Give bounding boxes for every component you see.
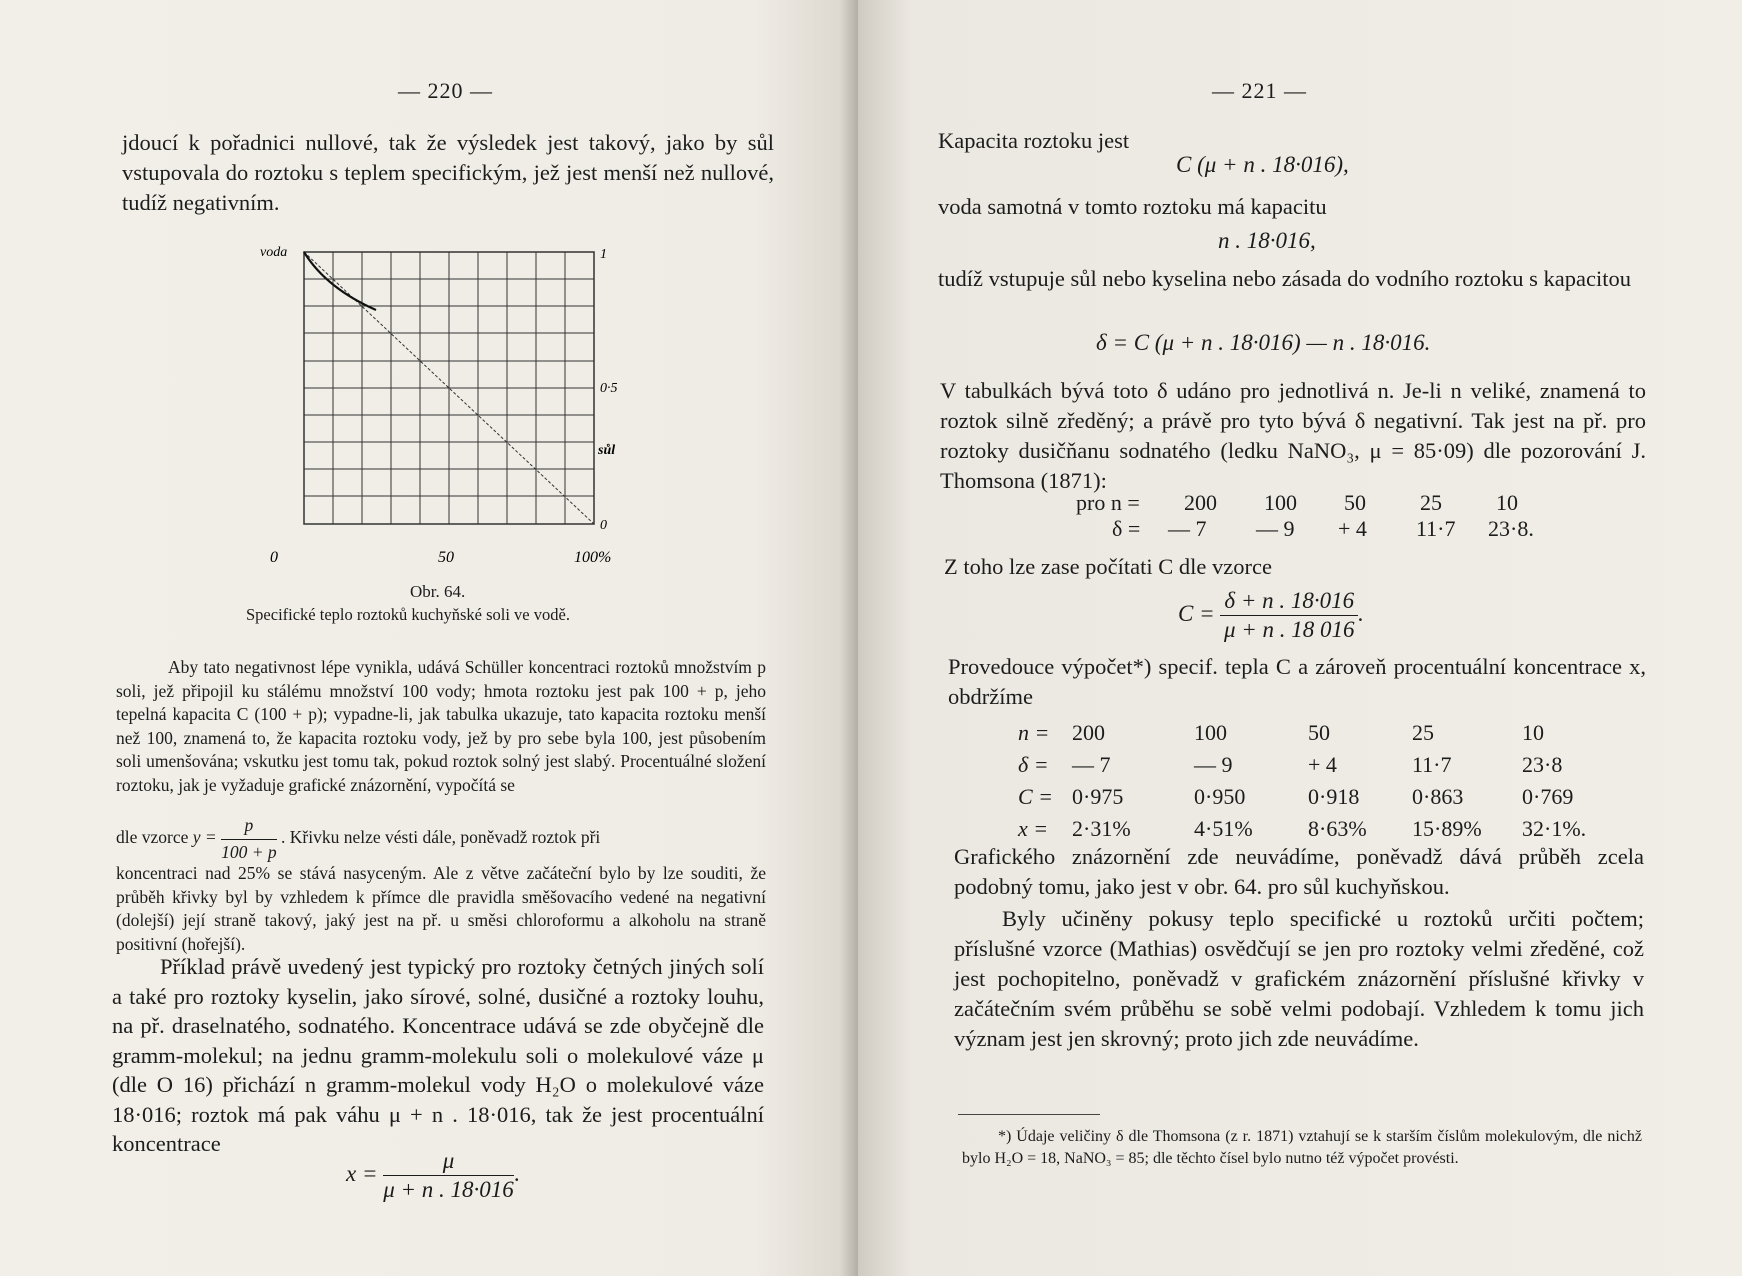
x-label-0: 0	[270, 549, 278, 566]
label-1: 1	[600, 247, 607, 262]
thomson-d-value: 23·8.	[1488, 516, 1534, 541]
paragraph-tabulky: V tabulkách bývá toto δ udáno pro jednotlivá n. Je-li n veliké, znamená to roztok silně zředěný; a právě pro tyto bývá δ negativní. Tak jest na př. pro roztoky dusičňanu sodnatého (ledku NaNO₃, μ = 85·09) dle pozorování J. Thomsona (1871):	[940, 378, 1646, 493]
formula-suffix: . Křivku nelze vésti dále, poněvadž roztok při	[281, 827, 601, 848]
figure-caption: Specifické teplo roztoků kuchyňské soli ve vodě.	[246, 605, 570, 624]
results-cell: 100	[1194, 720, 1227, 745]
final-fraction	[383, 1148, 514, 1203]
results-cell: 200	[1072, 720, 1105, 745]
thomson-n-value: 100	[1264, 490, 1297, 515]
results-cell: 0·975	[1072, 784, 1124, 809]
thomson-d-value: — 7	[1168, 516, 1207, 541]
footnote: *) Údaje veličiny δ dle Thomsona (z r. 1871) vztahují se k starším číslům molekulovým, dle nichž bylo H₂O = 18, NaNO₃ = 85; dle těchto čísel bylo nutno též výpočet provésti.	[962, 1128, 1642, 1167]
thomson-d-label: δ =	[1112, 516, 1141, 541]
figure-64-chart	[260, 240, 640, 570]
results-table	[1018, 720, 1638, 848]
thomson-n-label: pro n =	[1076, 490, 1140, 515]
results-cell: 50	[1308, 720, 1330, 745]
results-row	[1018, 720, 1638, 752]
final-end: .	[513, 1160, 520, 1186]
results-cell: — 9	[1194, 752, 1233, 777]
eq4-lhs: C =	[1178, 600, 1215, 626]
label-sul: sůl	[598, 443, 616, 458]
results-cell: 2·31%	[1072, 816, 1131, 841]
label-0-right: 0	[600, 518, 607, 533]
eq4-den: μ + n . 18 016	[1223, 617, 1355, 642]
heat-curve	[304, 252, 376, 310]
results-label: n =	[1018, 720, 1050, 745]
results-cell: 32·1%.	[1522, 816, 1587, 841]
line-ztoho: Z toho lze zase počítati C dle vzorce	[944, 554, 1272, 579]
paragraph-pokusy: Byly učiněny pokusy teplo specifické u roztoků určiti počtem; příslušné vzorce (Mathias) osvědčují se jen pro roztoky velmi zředěné, což jest pochopitelno, poněvadž v grafickém znázornění příslušné křivky v začátečním svém průběhu se sobě velmi podobají. Vzhledem k tomu jich význam jest jen skrovný; proto jich zde neuvádíme.	[954, 906, 1644, 1051]
figure-number: Obr. 64.	[410, 582, 466, 601]
results-cell: 0·769	[1522, 784, 1574, 809]
eq-capacity: C (μ + n . 18·016),	[1176, 152, 1349, 177]
results-cell: 25	[1412, 720, 1434, 745]
x-label-50: 50	[438, 549, 454, 566]
paragraph-graficke: Grafického znázornění zde neuvádíme, poněvadž dává průběh zcela podobný tomu, jako jest v obr. 64. pro sůl kuchyňskou.	[954, 844, 1644, 899]
page-number-right: — 221 —	[1212, 78, 1307, 103]
results-row	[1018, 752, 1638, 784]
results-cell: 0·950	[1194, 784, 1246, 809]
formula-fraction	[221, 814, 277, 864]
thomson-d-value: — 9	[1256, 516, 1295, 541]
formula-num: p	[221, 814, 277, 840]
results-cell: 4·51%	[1194, 816, 1253, 841]
left-page	[0, 0, 858, 1276]
results-cell: 15·89%	[1412, 816, 1482, 841]
label-05: 0·5	[600, 381, 618, 396]
thomson-d-value: 11·7	[1416, 516, 1456, 541]
results-label: x =	[1018, 816, 1049, 841]
results-row	[1018, 784, 1638, 816]
results-label: δ =	[1018, 752, 1049, 777]
thomson-n-value: 25	[1420, 490, 1442, 515]
eq-delta: δ = C (μ + n . 18·016) — n . 18·016.	[1096, 330, 1431, 355]
paragraph-vypocet: Provedouce výpočet*) specif. tepla C a zároveň procentuální koncentrace x, obdržíme	[948, 654, 1646, 709]
thomson-row-delta	[1076, 516, 1636, 548]
thomson-n-value: 200	[1184, 490, 1217, 515]
thomson-d-value: + 4	[1338, 516, 1367, 541]
results-cell: 8·63%	[1308, 816, 1367, 841]
line-tudiz: tudíž vstupuje sůl nebo kyselina nebo zásada do vodního roztoku s kapacitou	[938, 266, 1631, 291]
results-cell: — 7	[1072, 752, 1111, 777]
eq4-num: δ + n . 18·016	[1220, 588, 1358, 616]
thomson-n-value: 10	[1496, 490, 1518, 515]
formula-den: 100 + p	[221, 841, 277, 862]
line-voda: voda samotná v tomto roztoku má kapacitu	[938, 194, 1327, 219]
small-text-1: Aby tato negativnost lépe vynikla, udává Schüller koncentraci roztoků množstvím p soli, jež připojil ku stálému množství 100 vody; hmota roztoku jest pak 100 + p, jeho tepelná kapacita C (100 + p); vypadne-li, jak tabulka ukazuje, tato kapacita roztoku menší než 100, znamená to, že kapacita roztoku vody, jež by pro sebe byla 100, jest působením soli umenšována; vskutku jest tomu tak, pokud roztok solný jest slabý. Procentuálné složení roztoku, jak je vyžaduje grafické znázornění, vypočítá se	[116, 657, 766, 795]
results-cell: + 4	[1308, 752, 1337, 777]
eq-heat	[1178, 588, 1364, 643]
intro-paragraph: jdoucí k pořadnici nullové, tak že výsledek jest takový, jako by sůl vstupovala do roztoku s teplem specifickým, jež jest menší než nullové, tudíž negativním.	[122, 130, 774, 215]
final-den: μ + n . 18·016	[383, 1177, 514, 1202]
formula-lhs: y =	[192, 827, 217, 848]
right-page	[858, 0, 1742, 1276]
main-paragraph: Příklad právě uvedený jest typický pro roztoky četných jiných solí a také pro roztoky kyselin, jako sírové, solné, dusičné a roztoky louhu, na př. draselnatého, sodnatého. Koncentrace udává se zde obyčejně dle gramm-molekul; na jednu gramm-molekulu soli o molekulové váze μ (dle O 16) přichází n gramm-molekul vody H₂O o molekulové váze 18·016; roztok má pak váhu μ + n . 18·016, tak že jest procentuální koncentrace	[112, 954, 764, 1156]
final-lhs: x =	[346, 1160, 378, 1186]
final-num: μ	[383, 1148, 514, 1176]
eq4-fraction	[1220, 588, 1358, 643]
results-cell: 10	[1522, 720, 1544, 745]
eq4-end: .	[1358, 600, 1364, 626]
footnote-rule	[958, 1114, 1100, 1115]
line-kapacita: Kapacita roztoku jest	[938, 128, 1130, 153]
x-label-100: 100%	[574, 549, 612, 566]
label-voda: voda	[260, 245, 288, 260]
formula-line	[116, 814, 766, 864]
results-label: C =	[1018, 784, 1054, 809]
thomson-table	[1076, 490, 1636, 548]
eq-water: n . 18·016,	[1218, 228, 1316, 253]
results-cell: 23·8	[1522, 752, 1563, 777]
results-cell: 0·918	[1308, 784, 1360, 809]
thomson-n-value: 50	[1344, 490, 1366, 515]
formula-prefix: dle vzorce	[116, 827, 189, 848]
page-number-left: — 220 —	[398, 78, 493, 103]
small-text-2: koncentraci nad 25% se stává nasyceným. Ale z větve začáteční bylo by lze souditi, že průběh křivky byl by vzhledem k přímce dle pravidla směšovacího vedené na negativní (dolejší) její straně takový, jaký jest na př. u směsi chloroformu a alkoholu na straně positivní (hořejší).	[116, 863, 766, 954]
results-cell: 11·7	[1412, 752, 1452, 777]
concentration-formula	[346, 1148, 520, 1203]
results-cell: 0·863	[1412, 784, 1464, 809]
